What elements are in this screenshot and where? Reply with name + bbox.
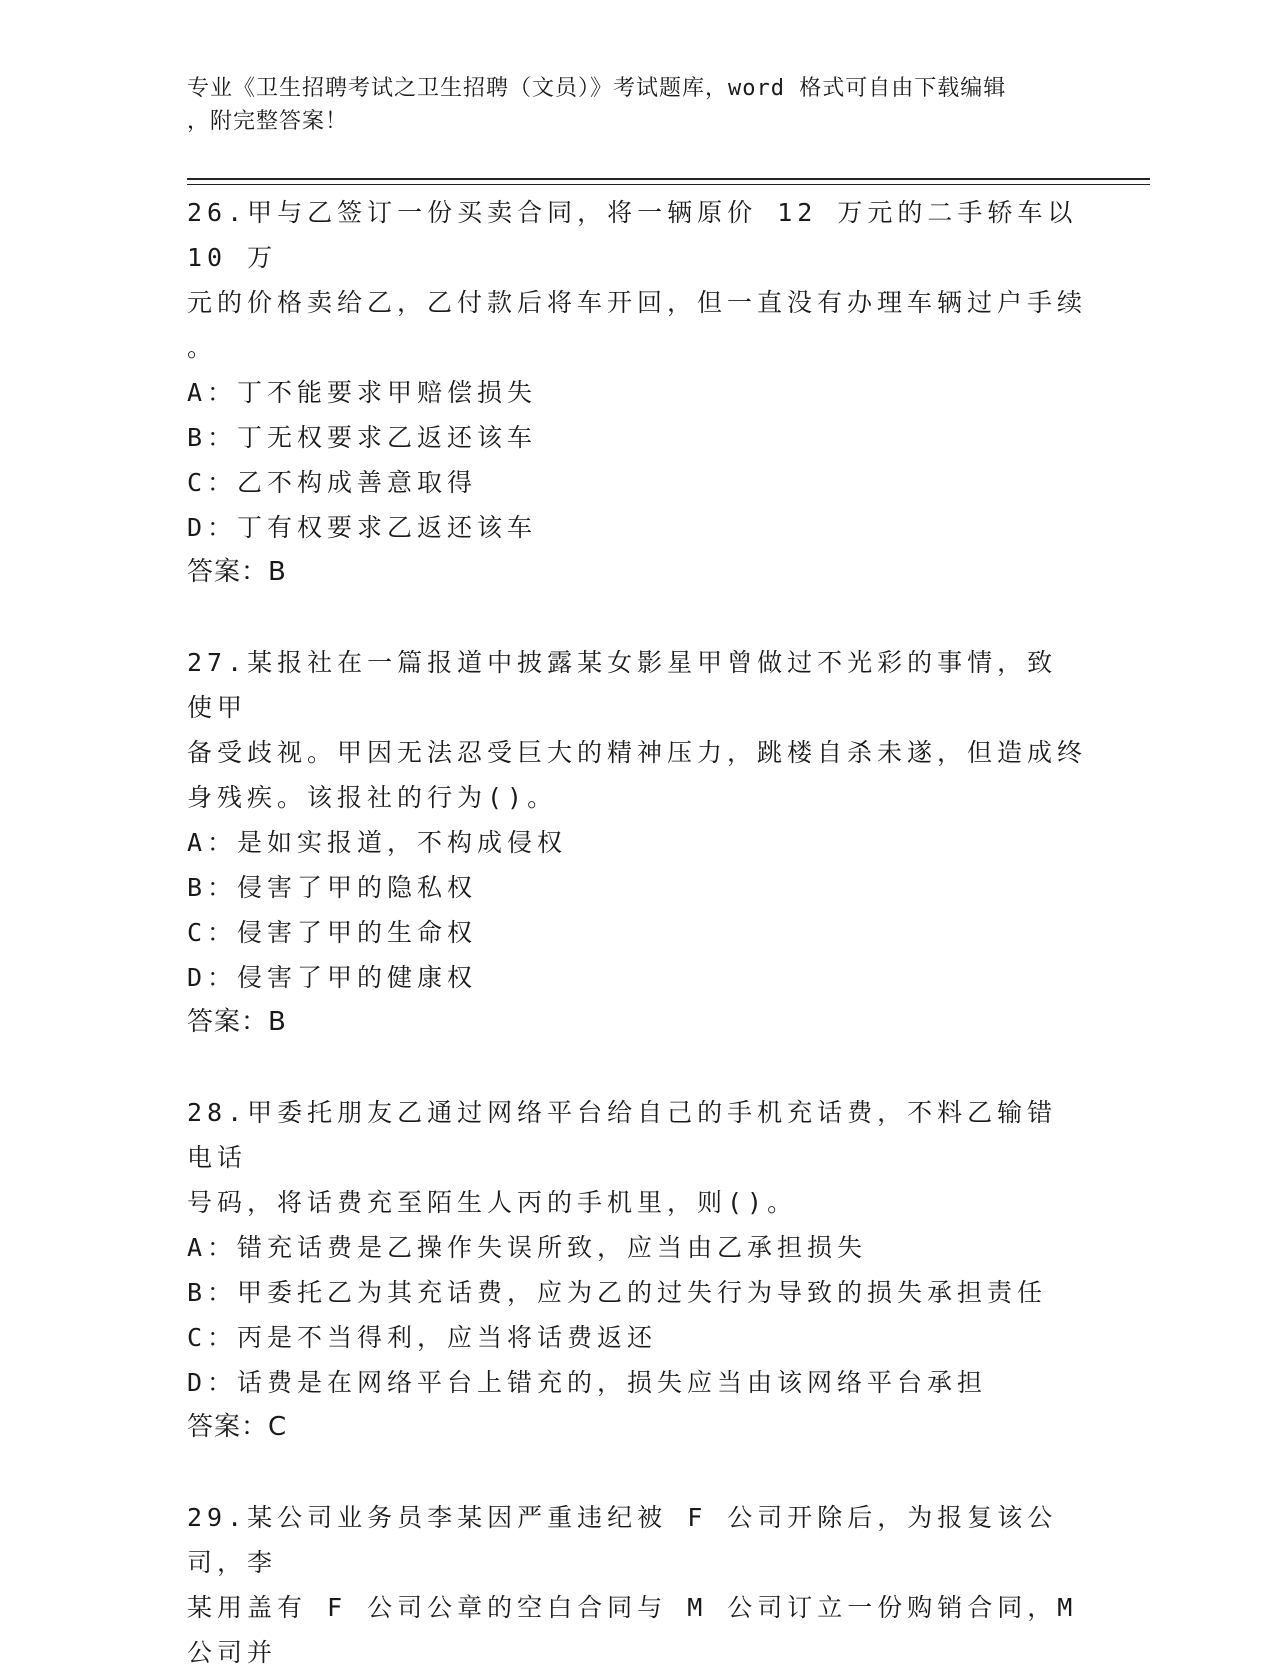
question-text-line: 号码，将话费充至陌生人丙的手机里，则()。: [187, 1188, 798, 1217]
question-text-line: 28.甲委托朋友乙通过网络平台给自己的手机充话费，不料乙输错电话: [187, 1098, 1058, 1172]
question-text-line: 27.某报社在一篇报道中披露某女影星甲曾做过不光彩的事情，致使甲: [187, 648, 1058, 722]
spacer: [187, 595, 1087, 640]
option-d: D：丁有权要求乙返还该车: [187, 513, 538, 542]
question-text-line: 身残疾。该报社的行为()。: [187, 783, 558, 812]
question-28: [187, 1090, 1087, 1450]
option-c: C：乙不构成善意取得: [187, 468, 478, 497]
question-list: [187, 190, 1087, 1675]
question-text-line: 29.某公司业务员李某因严重违纪被 F 公司开除后，为报复该公司，李: [187, 1503, 1058, 1577]
option-d: D：话费是在网络平台上错充的，损失应当由该网络平台承担: [187, 1368, 988, 1397]
option-b: B：侵害了甲的隐私权: [187, 873, 478, 902]
option-b: B：甲委托乙为其充话费，应为乙的过失行为导致的损失承担责任: [187, 1278, 1048, 1307]
option-a: A：是如实报道，不构成侵权: [187, 828, 568, 857]
answer: 答案：B: [187, 557, 287, 587]
question-text-line: 26.甲与乙签订一份买卖合同，将一辆原价 12 万元的二手轿车以 10 万: [187, 198, 1078, 272]
option-a: A：丁不能要求甲赔偿损失: [187, 378, 538, 407]
header-divider-thick: [187, 178, 1150, 180]
question-text-line: 备受歧视。甲因无法忍受巨大的精神压力，跳楼自杀未遂，但造成终: [187, 738, 1088, 767]
question-text-line: 。: [187, 333, 218, 362]
question-27: [187, 640, 1087, 1045]
option-d: D：侵害了甲的健康权: [187, 963, 478, 992]
answer: 答案：B: [187, 1007, 287, 1037]
question-text-line: 某用盖有 F 公司公章的空白合同与 M 公司订立一份购销合同，M 公司并: [187, 1593, 1078, 1667]
option-c: C：侵害了甲的生命权: [187, 918, 478, 947]
header-line-2: ，附完整答案！: [187, 109, 349, 134]
option-c: C：丙是不当得利，应当将话费返还: [187, 1323, 658, 1352]
question-26: [187, 190, 1087, 595]
spacer: [187, 1450, 1087, 1495]
option-a: A：错充话费是乙操作失误所致，应当由乙承担损失: [187, 1233, 868, 1262]
header-line-1: 专业《卫生招聘考试之卫生招聘（文员）》考试题库，word 格式可自由下载编辑: [187, 76, 1007, 101]
answer: 答案：C: [187, 1412, 288, 1442]
spacer: [187, 1045, 1087, 1090]
option-b: B：丁无权要求乙返还该车: [187, 423, 538, 452]
question-29: [187, 1495, 1087, 1675]
header-divider-thin: [187, 184, 1150, 185]
document-header: [187, 72, 1067, 138]
question-text-line: 元的价格卖给乙，乙付款后将车开回，但一直没有办理车辆过户手续: [187, 288, 1088, 317]
